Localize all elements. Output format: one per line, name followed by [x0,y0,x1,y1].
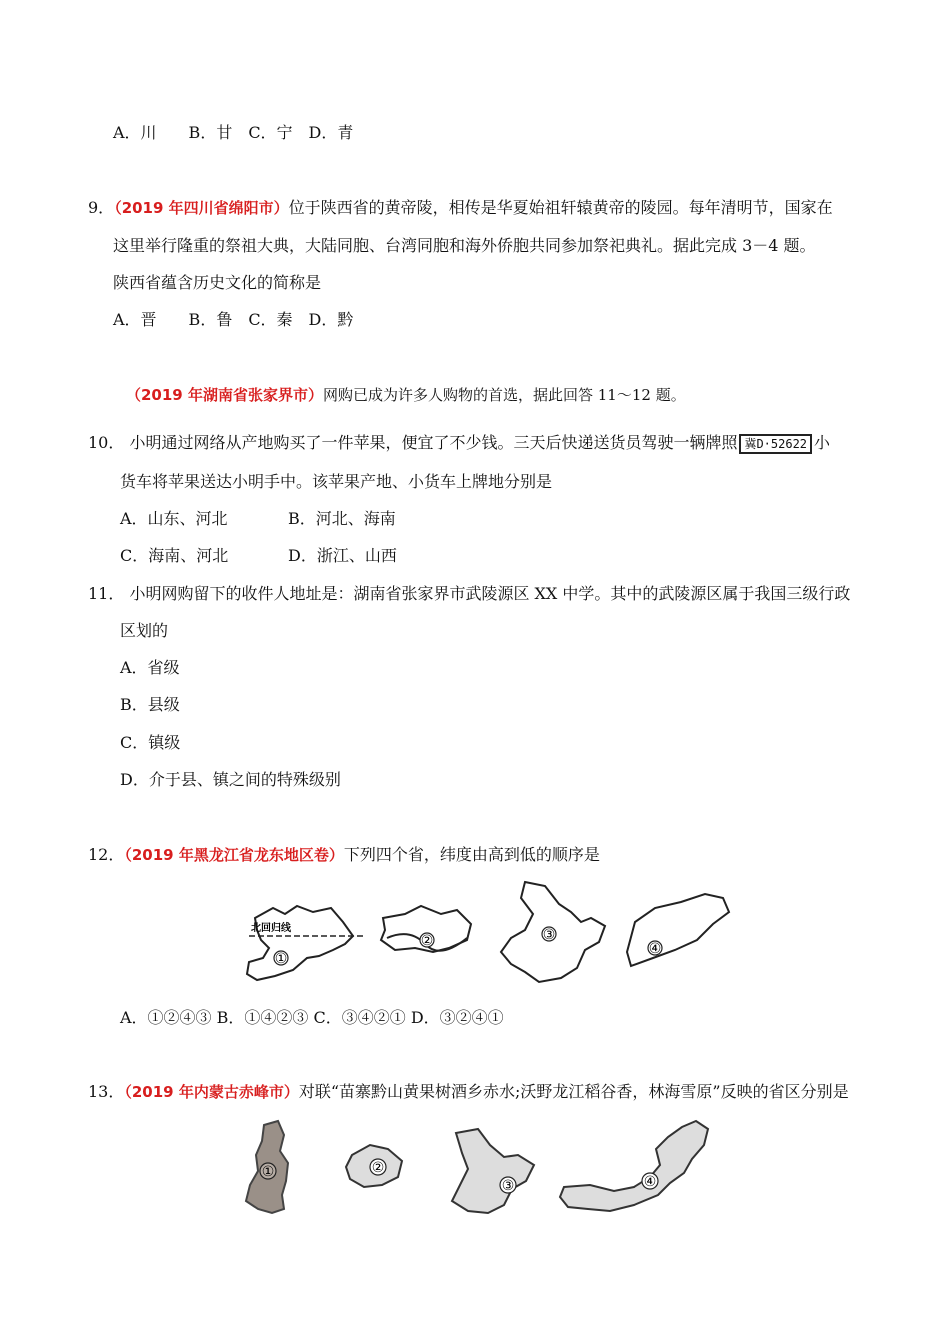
q11-option-c: C．镇级 [120,733,181,752]
q9-text1: 位于陕西省的黄帝陵，相传是华夏始祖轩辕黄帝的陵园。每年清明节，国家在 [288,198,833,217]
group-text: 网购已成为许多人购物的首选，据此回答 11～12 题。 [322,386,686,404]
q9-line3: 陕西省蕴含历史文化的简称是 [113,273,322,292]
q10-text1a: 10． 小明通过网络从产地购买了一件苹果，便宜了不少钱。三天后快递送货员驾驶一辆牌照 [88,433,738,452]
q10-line1 [88,433,830,454]
q11-line2: 区划的 [120,621,169,640]
q13-marker-1: ① [261,1164,275,1180]
q13-province-maps [238,1115,738,1230]
q11-option-b: B．县级 [120,695,180,714]
q13-province-map-4 [560,1121,708,1211]
q13-province-map-1 [246,1121,288,1213]
q9-number: 9． [88,198,115,217]
q12-line1 [88,845,600,865]
q11-option-d: D．介于县、镇之间的特殊级别 [120,770,341,789]
license-plate: 冀D·52622 [739,434,812,454]
q12-text: 下列四个省，纬度由高到低的顺序是 [343,845,600,864]
province-map-1 [247,906,363,980]
q13-marker-3: ③ [501,1178,515,1194]
province-map-3 [501,882,605,982]
tropic-of-cancer-label: 北回归线 [251,923,291,934]
q13-number: 13． [88,1082,125,1101]
q10-option-c: C．海南、河北 [120,546,229,565]
q12-source: （2019 年黑龙江省龙东地区卷） [124,846,344,864]
q10-option-b: B．河北、海南 [288,509,396,528]
q13-province-map-3 [452,1129,534,1213]
q12-options: A．①②④③ B．①④②③ C．③④②① D．③②④① [120,1008,504,1027]
q13-marker-2: ② [371,1160,385,1176]
q10-text1b: 小 [814,433,831,452]
q9-options: A．晋 B．鲁 C．秦 D．黔 [113,310,354,329]
group-header [126,385,686,405]
province-map-4 [627,894,729,966]
q10-option-a: A．山东、河北 [120,509,228,528]
group-source: （2019 年湖南省张家界市） [126,386,323,404]
q12-province-maps [235,878,765,998]
marker-3: ③ [542,927,556,943]
q9-line2: 这里举行隆重的祭祖大典，大陆同胞、台湾同胞和海外侨胞共同参加祭祀典礼。据此完成 3－4 题。 [113,236,816,255]
q13-marker-4: ④ [643,1174,657,1190]
q8-options: A．川 B．甘 C．宁 D．青 [113,123,354,142]
q13-text: 对联“苗寨黔山黄果树酒乡赤水;沃野龙江稻谷香，林海雪原”反映的省区分别是 [298,1082,849,1101]
q10-line2: 货车将苹果送达小明手中。该苹果产地、小货车上牌地分别是 [120,472,553,491]
q13-province-map-2 [346,1145,402,1187]
q13-source: （2019 年内蒙古赤峰市） [124,1083,299,1101]
marker-2: ② [420,933,434,949]
q13-line1 [88,1082,849,1102]
q9-source: （2019 年四川省绵阳市） [114,199,289,217]
q11-option-a: A．省级 [120,658,180,677]
marker-1: ① [274,951,288,967]
marker-4: ④ [648,941,662,957]
q12-number: 12． [88,845,125,864]
q10-option-d: D．浙江、山西 [288,546,397,565]
q11-line1: 11． 小明网购留下的收件人地址是：湖南省张家界市武陵源区 XX 中学。其中的武陵源区属于我国三级行政 [88,584,851,603]
province-map-2 [381,906,471,952]
q9-line1 [88,198,833,218]
